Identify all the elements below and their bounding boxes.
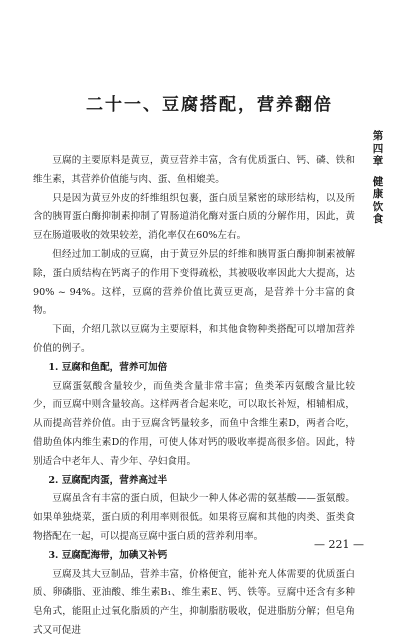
section-heading: 1. 豆腐和鱼配，营养可加倍	[48, 361, 168, 373]
section-heading: 3. 豆腐配海带，加碘又补钙	[48, 549, 168, 561]
body-text	[33, 152, 355, 641]
chapter-side-tab	[371, 130, 385, 226]
section-heading: 2. 豆腐配肉蛋，营养高过半	[48, 474, 168, 486]
paragraph: 豆腐虽含有丰富的蛋白质，但缺少一种人体必需的氨基酸——蛋氨酸。如果单独烧菜，蛋白质的利用率则很低。如果将豆腐和其他的肉类、蛋类食物搭配在一起，可以提高豆腐中蛋白质的营养利用率。	[33, 493, 355, 542]
side-char: 健	[372, 175, 384, 188]
paragraph: 只是因为黄豆外皮的纤维组织包裹，蛋白质呈紧密的球形结构，以及所含的胰胃蛋白酶抑制素抑制了胃肠道消化酶对蛋白质的分解作用，因此，黄豆在肠道吸收的效果较差，消化率仅在60%左右。	[33, 192, 355, 242]
paragraph: 豆腐及其大豆制品，营养丰富，价格便宜，能补充人体需要的优质蛋白质、卵磷脂、亚油酸、维生素B₁、维生素E、钙、铁等。豆腐中还含有多种皂角式，能阻止过氧化脂质的产生，抑制脂肪吸收，促进脂肪分解；但皂角式又可促进	[33, 568, 355, 636]
paragraph: 但经过加工制成的豆腐，由于黄豆外层的纤维和胰胃蛋白酶抑制素被解除，蛋白质结构在钙离子的作用下变得疏松，其被吸收率因此大大提高，达90% ~ 94%。这样，豆腐的营养价值比黄豆更高，是营养十分丰富的食物。	[33, 248, 355, 317]
page-number: — 221 —	[314, 538, 364, 551]
side-char: 章	[372, 155, 384, 167]
paragraph: 下面，介绍几款以豆腐为主要原料，和其他食物种类搭配可以增加营养价值的例子。	[33, 324, 355, 354]
paragraph: 豆腐蛋氨酸含量较少，而鱼类含量非常丰富；鱼类苯丙氨酸含量比较少，而豆腐中则含量较高。这样两者合起来吃，可以取长补短，相辅相成，从而提高营养价值。由于豆腐含钙量较多，而鱼中含维生素D，两者合吃，借助鱼体内维生素D的作用，可使人体对钙的吸收率提高很多倍。因此，特别适合中老年人、青少年、孕妇食用。	[33, 380, 355, 467]
side-char: 康	[372, 188, 384, 200]
paragraph: 豆腐的主要原料是黄豆，黄豆营养丰富，含有优质蛋白、钙、磷、铁和维生素，其营养价值能与肉、蛋、鱼相媲美。	[33, 155, 355, 185]
page-title: 二十一、豆腐搭配，营养翻倍	[86, 95, 333, 115]
side-char: 饮	[372, 200, 384, 213]
side-char: 食	[372, 213, 384, 225]
side-char: 第	[372, 130, 384, 142]
side-char: 四	[372, 142, 384, 155]
